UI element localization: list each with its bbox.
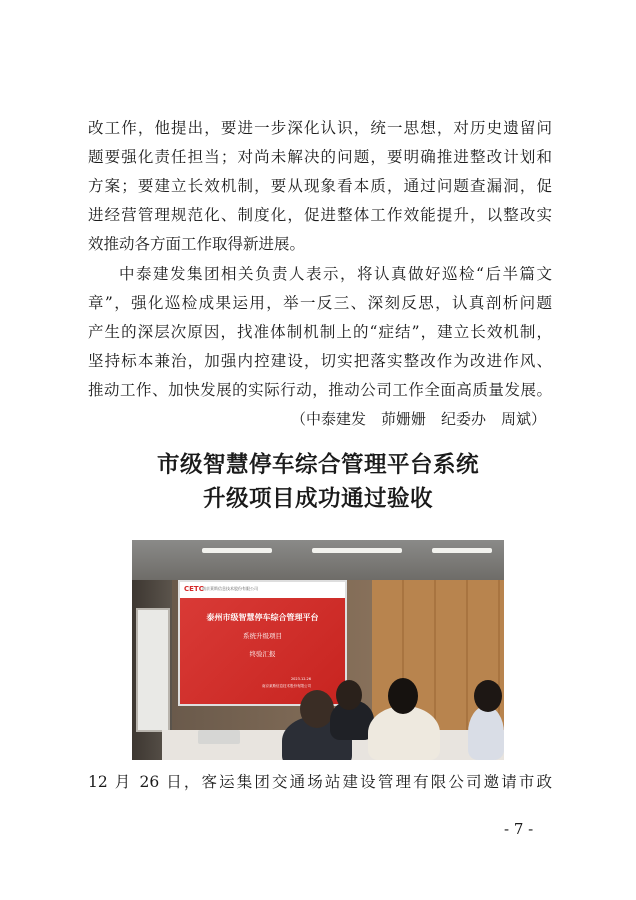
- paragraph-line: 推动工作、加快发展的实际行动，推动公司工作全面高质量发展。: [88, 381, 552, 399]
- attendee-head: [388, 678, 418, 714]
- attendee-head: [474, 680, 502, 712]
- page-number: - 7 -: [504, 820, 534, 838]
- screen-slide: [180, 598, 345, 704]
- meeting-photo: [132, 540, 504, 760]
- paragraph-3: [88, 768, 552, 797]
- paragraph-2: [88, 260, 552, 405]
- projection-screen: [178, 580, 347, 706]
- cetc-logo: CETC: [184, 585, 204, 593]
- slide-report: 终验汇报: [249, 650, 276, 658]
- projector: [198, 730, 240, 744]
- paragraph-line: 中泰建发集团相关负责人表示，将认真做好巡检“后半篇文: [119, 265, 552, 283]
- attendee-head: [300, 690, 334, 728]
- paragraph-1: [88, 114, 552, 259]
- paragraph-line: 题要强化责任担当；对尚未解决的问题，要明确推进整改计划和: [88, 148, 552, 166]
- paragraph-line: 12 月 26 日，客运集团交通场站建设管理有限公司邀请市政: [88, 773, 552, 791]
- article-title-line-1: 市级智慧停车综合管理平台系统: [156, 452, 479, 478]
- paragraph-line: 章”，强化巡检成果运用，举一反三、深刻反思，认真剖析问题: [88, 294, 552, 312]
- slide-footer: 南京莱斯信息技术股份有限公司: [262, 684, 311, 688]
- attendee: [368, 706, 440, 760]
- slide-subtitle: 系统升级项目: [243, 632, 282, 640]
- screen-company: 南京莱斯信息技术股份有限公司: [202, 586, 258, 591]
- ceiling-light: [432, 548, 492, 553]
- screen-header: [180, 582, 345, 598]
- byline: （中泰建发 茆姗姗 纪委办 周斌）: [290, 410, 546, 428]
- paragraph-line: 坚持标本兼治，加强内控建设，切实把落实整改作为改进作风、: [88, 352, 552, 370]
- ceiling-light: [312, 548, 402, 553]
- door: [136, 608, 170, 732]
- attendee: [468, 706, 504, 760]
- paragraph-line: 进经营管理规范化、制度化，促进整体工作效能提升，以整改实: [88, 206, 552, 224]
- article-title-line-2: 升级项目成功通过验收: [202, 486, 433, 512]
- paragraph-line: 效推动各方面工作取得新进展。: [88, 235, 306, 253]
- paragraph-line: 方案；要建立长效机制，要从现象看本质，通过问题查漏洞，促: [88, 177, 552, 195]
- paragraph-line: 改工作，他提出，要进一步深化认识，统一思想，对历史遗留问: [88, 119, 552, 137]
- ceiling: [132, 540, 504, 580]
- ceiling-light: [202, 548, 272, 553]
- paragraph-line: 产生的深层次原因，找准体制机制上的“症结”，建立长效机制，: [88, 323, 552, 341]
- attendee-head: [336, 680, 362, 710]
- slide-title: 泰州市级智慧停车综合管理平台: [206, 613, 319, 622]
- slide-date: 2023.12.26: [290, 677, 311, 681]
